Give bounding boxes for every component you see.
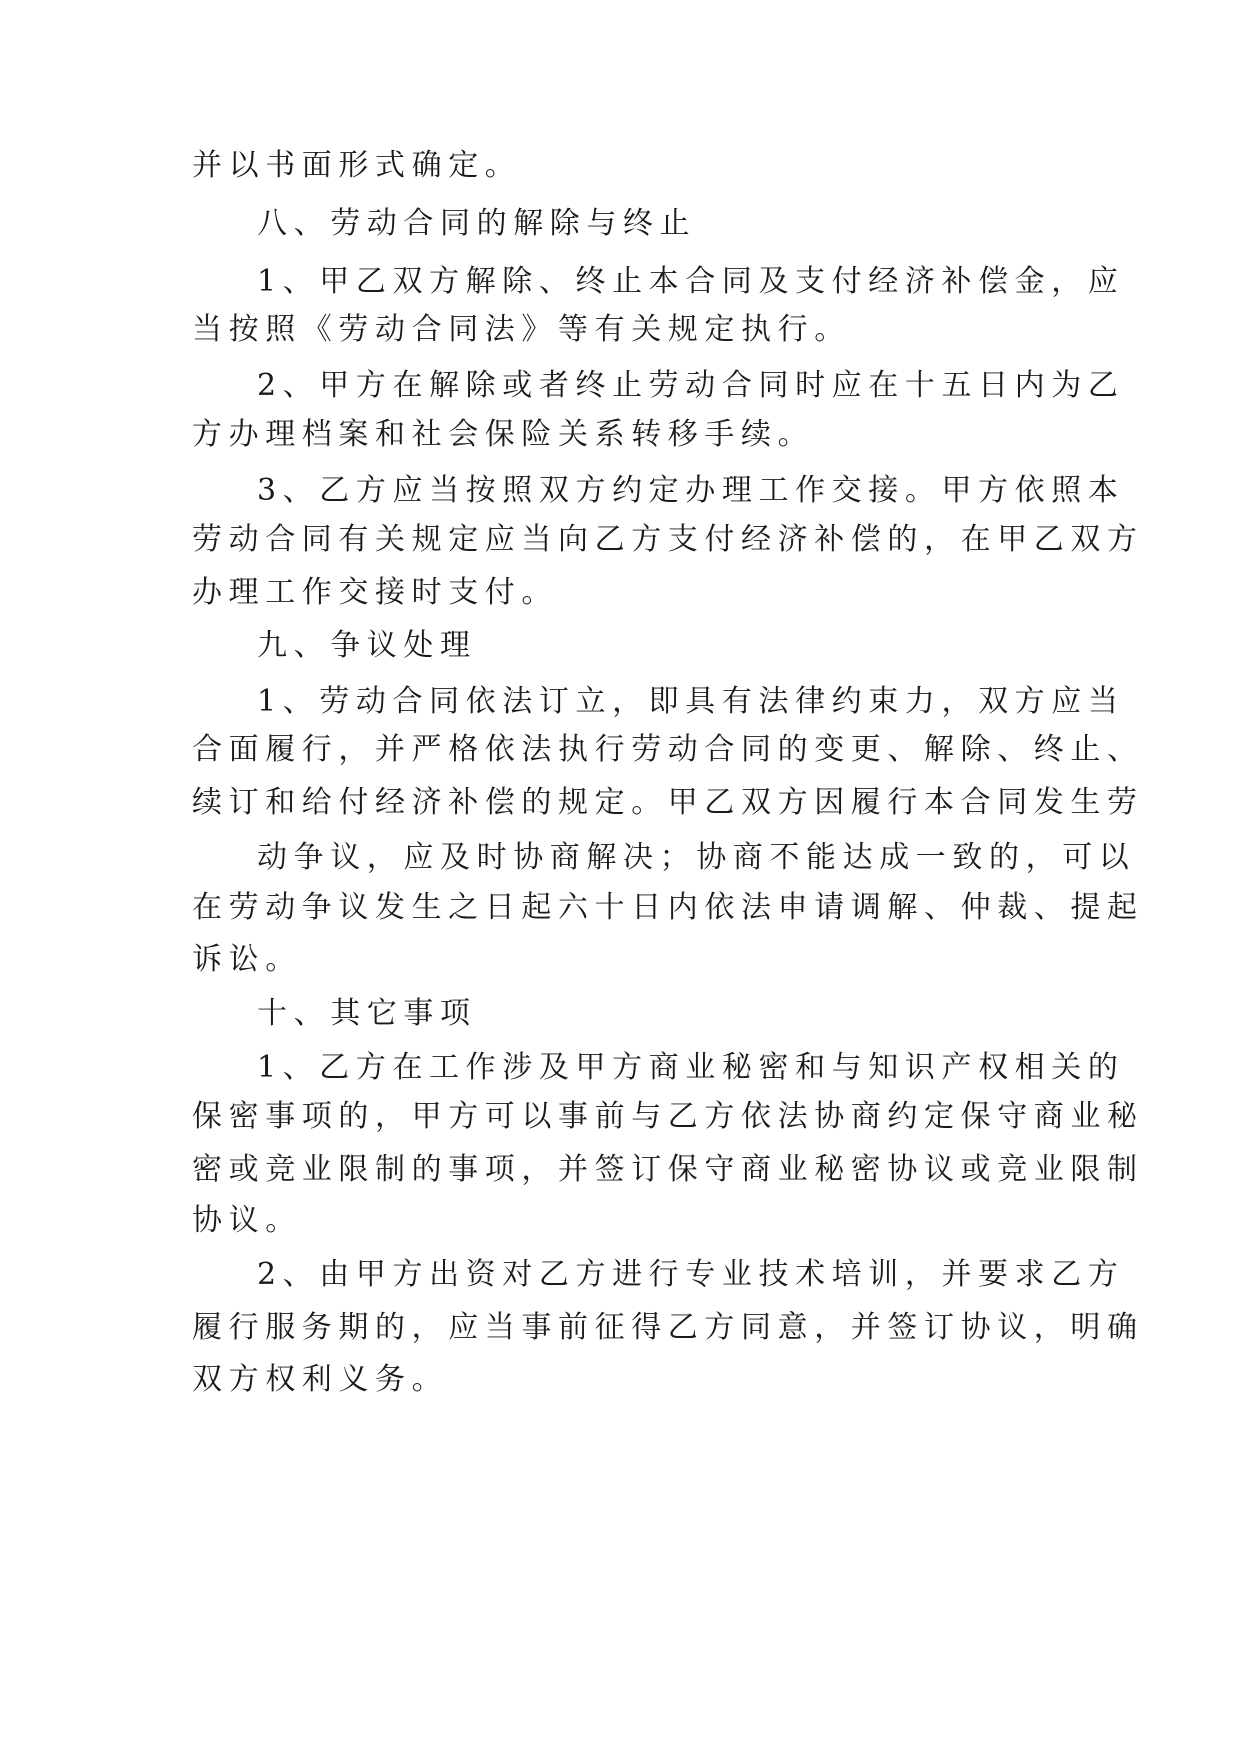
section-heading-8: 八、劳动合同的解除与终止 <box>257 206 697 241</box>
text-line-19: 保密事项的，甲方可以事前与乙方依法协商约定保守商业秘 <box>192 1099 1144 1134</box>
text-line-23: 履行服务期的，应当事前征得乙方同意，并签订协议，明确 <box>192 1310 1144 1345</box>
section-heading-9: 九、争议处理 <box>257 628 477 663</box>
text-line-18: 1、乙方在工作涉及甲方商业秘密和与知识产权相关的 <box>257 1050 1125 1085</box>
text-line-8: 劳动合同有关规定应当向乙方支付经济补偿的，在甲乙双方 <box>192 522 1144 557</box>
text-line-1: 并以书面形式确定。 <box>192 148 522 183</box>
text-line-21: 协议。 <box>192 1203 302 1238</box>
text-line-3: 1、甲乙双方解除、终止本合同及支付经济补偿金，应 <box>257 264 1125 299</box>
text-line-5: 2、甲方在解除或者终止劳动合同时应在十五日内为乙 <box>257 368 1125 403</box>
text-line-13: 续订和给付经济补偿的规定。甲乙双方因履行本合同发生劳 <box>192 785 1144 820</box>
text-line-22: 2、由甲方出资对乙方进行专业技术培训，并要求乙方 <box>257 1257 1125 1292</box>
text-line-6: 方办理档案和社会保险关系转移手续。 <box>192 417 815 452</box>
text-line-14: 动争议，应及时协商解决；协商不能达成一致的，可以 <box>257 840 1136 875</box>
text-line-16: 诉讼。 <box>192 942 302 977</box>
text-line-9: 办理工作交接时支付。 <box>192 575 558 610</box>
text-line-24: 双方权利义务。 <box>192 1362 449 1397</box>
text-line-4: 当按照《劳动合同法》等有关规定执行。 <box>192 312 851 347</box>
text-line-20: 密或竞业限制的事项，并签订保守商业秘密协议或竞业限制 <box>192 1152 1144 1187</box>
text-line-12: 合面履行，并严格依法执行劳动合同的变更、解除、终止、 <box>192 732 1144 767</box>
text-line-11: 1、劳动合同依法订立，即具有法律约束力，双方应当 <box>257 684 1125 719</box>
text-line-7: 3、乙方应当按照双方约定办理工作交接。甲方依照本 <box>257 473 1125 508</box>
text-line-15: 在劳动争议发生之日起六十日内依法申请调解、仲裁、提起 <box>192 890 1144 925</box>
section-heading-10: 十、其它事项 <box>257 996 477 1031</box>
